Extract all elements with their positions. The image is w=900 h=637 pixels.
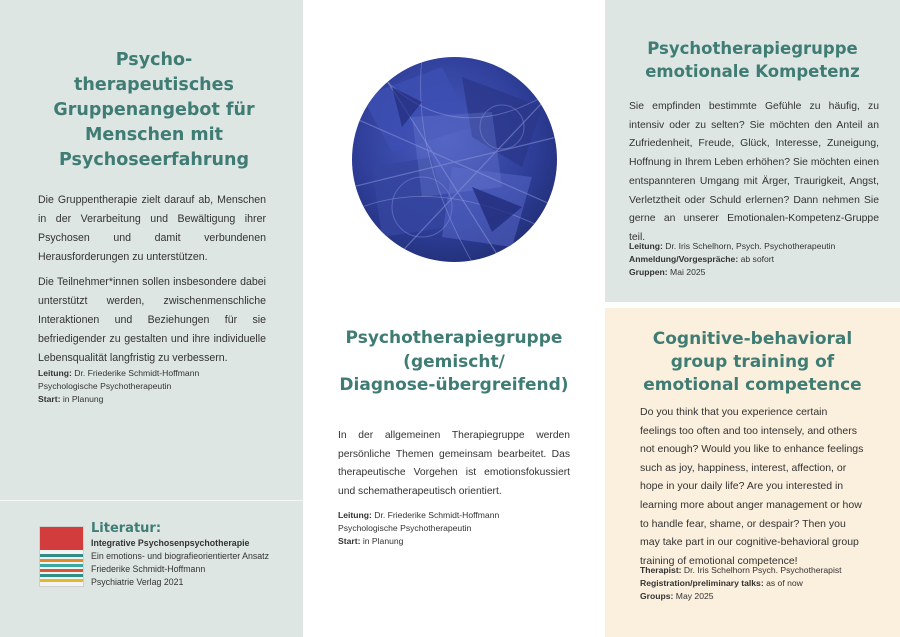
book-subtitle: Ein emotions- und biografieorientierter Ansatz [91,551,269,561]
description-paragraph: In der allgemeinen Therapiegruppe werden persönliche Themen gemeinsam bearbeitet. Das therapeutische Vorgehen ist emotionsfokussiert und schematherapeutisch orientiert. [338,430,570,497]
start-label: Start: [338,536,361,546]
registration-label: Registration/preliminary talks: [640,578,764,588]
therapist-value: Dr. Iris Schelhorn Psych. Psychotherapist [681,565,842,575]
emotional-competence-panel-en [605,308,900,637]
groups-label: Groups: [640,591,674,601]
lead-value: Dr. Friederike Schmidt-Hoffmann [71,368,200,378]
lead-label: Leitung: [629,241,663,251]
registration-value: ab sofort [738,254,775,264]
group-details [38,367,268,406]
lead-label: Leitung: [38,368,72,378]
group-details [338,509,578,548]
description-paragraph: Sie empfinden bestimmte Gefühle zu häufig, zu intensiv oder zu selten? Sie möchten den Anteil an Zufriedenheit, Freude, Glück, Interesse, Zuneigung, Hoffnung in Ihrem Leben erhöhen? Sie möchten einen entspannteren Umgang mit Ärger, Traurigkeit, Angst, Verletztheit oder Schuld erlernen? Dann nehmen Sie gerne an unserer Emotionalen-Kompetenz-Gruppe teil. [629,101,879,243]
lead-role: Psychologische Psychotherapeutin [338,523,472,533]
description-paragraph: Die Gruppentherapie zielt darauf ab, Menschen in der Verarbeitung und Bewältigung ihrer Psychosen und damit verbundenen Herausforderungen zu unterstützen. [38,194,266,263]
registration-label: Anmeldung/Vorgespräche: [629,254,739,264]
start-label: Start: [38,394,61,404]
panel-title: Psycho- therapeutisches Gruppenangebot für Menschen mit Psychoseerfahrung [53,50,255,170]
book-author: Friederike Schmidt-Hoffmann [91,564,206,574]
panel-title: Psychotherapiegruppe (gemischt/ Diagnose-übergreifend) [339,328,569,395]
book-cover-icon [39,526,84,587]
groups-value: Mai 2025 [667,267,706,277]
description-paragraph: Do you think that you experience certain feelings too often and too intensely, and others not enough? Would you like to enhance feelings such as joy, happiness, interest, affection, or hope in your daily life? Are you interested in learning more about anger management or how to handle fear, shame, or despair? Then you may take part in our cognitive-behavioral group training of emotional competence! [640,406,864,567]
mixed-group-panel [303,0,605,637]
panel-title: Cognitive-behavioral group training of emotional competence [643,329,862,395]
lead-role: Psychologische Psychotherapeutin [38,381,172,391]
groups-value: May 2025 [673,591,714,601]
literature-heading: Literatur: [91,521,162,536]
literature-panel [0,500,303,637]
therapist-label: Therapist: [640,565,682,575]
groups-label: Gruppen: [629,267,668,277]
description-paragraph: Die Teilnehmer*innen sollen insbesondere dabei unterstützt werden, zwischenmenschliche Interaktionen und Beziehungen für sie befriedigender zu gestalten und ihre individuelle Lebensqualität langfristig zu verbessern. [38,276,266,364]
book-title: Integrative Psychosenpsychotherapie [91,538,250,548]
group-details [629,240,889,279]
start-value: in Planung [360,536,404,546]
psychosis-group-panel [0,0,303,500]
start-value: in Planung [60,394,104,404]
group-details [640,564,885,603]
emotional-competence-panel-de [605,0,900,302]
lead-value: Dr. Iris Schelhorn, Psych. Psychotherapeutin [662,241,836,251]
registration-value: as of now [763,578,803,588]
lead-value: Dr. Friederike Schmidt-Hoffmann [371,510,500,520]
abstract-artwork-image [352,57,557,262]
literature-reference [91,521,296,589]
book-publisher: Psychiatrie Verlag 2021 [91,577,184,587]
lead-label: Leitung: [338,510,372,520]
panel-title: Psychotherapiegruppe emotionale Kompetenz [645,39,860,81]
